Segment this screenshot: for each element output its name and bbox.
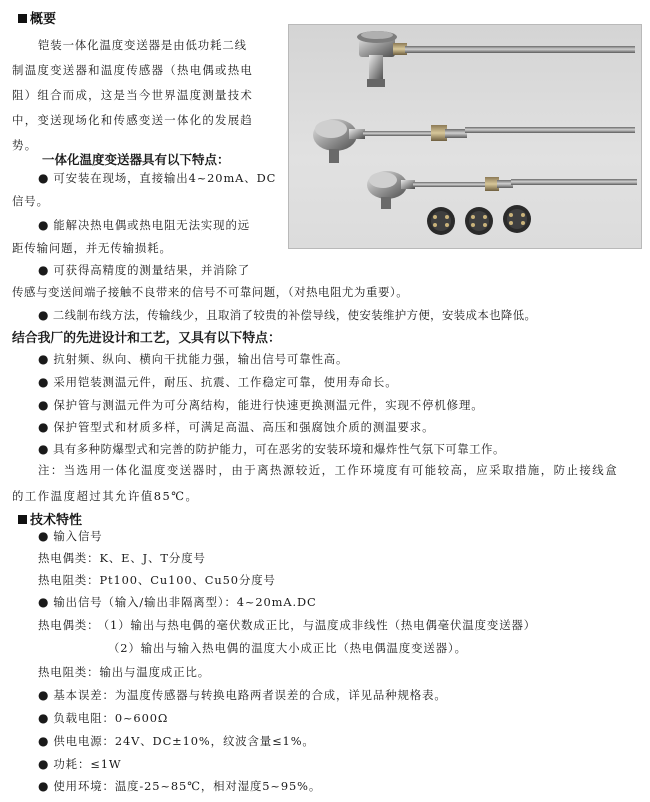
bullet-icon: ●: [38, 352, 50, 366]
design-item: [38, 370, 398, 395]
bullet-icon: ●: [38, 218, 50, 232]
bullet-icon: ●: [38, 308, 49, 322]
square-bullet-icon: [18, 14, 27, 23]
section-heading-overview: [18, 8, 56, 27]
explosion-proof-head-icon: [357, 31, 635, 87]
heading-text: 概要: [30, 12, 57, 27]
bullet-icon: ●: [38, 420, 50, 434]
tech-text: 供电电源：24V、DC±10%，纹波含量≤1%。: [53, 734, 315, 748]
tech-item: [38, 590, 317, 615]
bullet-icon: ●: [38, 711, 50, 725]
bullet-icon: ●: [38, 398, 50, 412]
square-bullet-icon: [18, 515, 27, 524]
tech-text: 使用环境：温度-25~85℃，相对湿度5~95%。: [53, 779, 322, 793]
feature-item-cont: [12, 280, 408, 305]
bullet-icon: ●: [38, 171, 50, 185]
bullet-icon: ●: [38, 779, 50, 793]
tech-text: 负载电阻：0~600Ω: [53, 711, 169, 725]
design-text: 具有多种防爆型式和完善的防护能力，可在恶劣的安装环境和爆炸性气氛下可靠工作。: [52, 442, 505, 456]
intro-line: 势。: [12, 138, 38, 152]
tech-line: 热电偶类：K、E、J、T分度号: [38, 551, 206, 565]
bullet-icon: ●: [38, 688, 50, 702]
bullet-icon: ●: [38, 595, 50, 609]
bullet-icon: ●: [38, 529, 50, 543]
feature-text: 信号。: [12, 194, 49, 208]
bullet-icon: ●: [38, 442, 49, 456]
tech-item: [38, 683, 447, 708]
tech-item: [38, 706, 168, 731]
intro-paragraph: [38, 33, 247, 58]
design-text: 采用铠装测温元件，耐压、抗震、工作稳定可靠，使用寿命长。: [53, 375, 398, 389]
feature-text: 二线制布线方法，传输线少，且取消了较贵的补偿导线，使安装维护方便，安装成本也降低。: [52, 308, 537, 322]
tech-line: 热电阻类：输出与温度成正比。: [38, 665, 211, 679]
feature-text: 传感与变送间端子接触不良带来的信号不可靠问题，（对热电阻尤为重要）。: [12, 285, 409, 299]
feature-text: 能解决热电偶或热电阻无法实现的远: [53, 218, 251, 232]
tech-item: [38, 774, 321, 799]
feature-text: 可安装在现场，直接输出4~20mA、DC: [53, 171, 277, 185]
heading-text: 技术特性: [30, 513, 83, 528]
tech-text: （1）输出与热电偶的毫伏数成正比，与温度成非线性（热电偶毫伏温度变送器）: [103, 618, 537, 632]
tech-item: [38, 729, 315, 754]
feature-text: 可获得高精度的测量结果，并消除了: [53, 263, 251, 277]
feature-item: [38, 166, 276, 191]
intro-line: 铠装一体化温度变送器是由低功耗二线: [38, 38, 247, 52]
design-text: 保护管型式和材质多样，可满足高温、高压和强腐蚀介质的测温要求。: [53, 420, 435, 434]
tech-text: 输入信号: [53, 529, 103, 543]
tech-text: 功耗：≤1W: [53, 757, 122, 771]
features-title: 一体化温度变送器具有以下特点：: [42, 152, 230, 167]
design-text: 保护管与测温元件为可分离结构，能进行快速更换测温元件，实现不停机修理。: [53, 398, 484, 412]
transmitter-module-icon: [465, 207, 493, 235]
design-item: [38, 347, 348, 372]
tech-text: 输出信号（输入/输出非隔离型）：4~20mA.DC: [53, 595, 317, 609]
feature-item-cont: [12, 189, 49, 214]
bullet-icon: ●: [38, 375, 50, 389]
bullet-icon: ●: [38, 263, 50, 277]
feature-text: 距传输问题，并无传输损耗。: [12, 241, 172, 255]
intro-paragraph-body: [12, 58, 253, 158]
intro-line: 阻）组合而成，这是当今世界温度测量技术: [12, 88, 254, 102]
transmitter-module-icon: [427, 207, 455, 235]
tech-line: [38, 613, 536, 638]
intro-line: 制温度变送器和温度传感器（热电偶或热电: [12, 63, 254, 77]
thermocouple-head-icon: [313, 119, 635, 163]
tech-label: 热电偶类：: [38, 618, 100, 632]
tech-line: 热电阻类：Pt100、Cu100、Cu50分度号: [38, 573, 276, 587]
bullet-icon: ●: [38, 734, 50, 748]
bullet-icon: ●: [38, 757, 50, 771]
transmitter-module-icon: [503, 205, 531, 233]
feature-item: [38, 213, 250, 238]
design-text: 抗射频、纵向、横向干扰能力强，输出信号可靠性高。: [53, 352, 349, 366]
design-note: 注：当选用一体化温度变送器时，由于离热源较近，工作环境度有可能较高，应采取措施，防止接线盒的工作温度超过其允许值85℃。: [12, 463, 619, 503]
tech-line: （2）输出与输入热电偶的温度大小成正比（热电偶温度变送器）。: [108, 641, 467, 655]
design-title: 结合我厂的先进设计和工艺，又具有以下特点：: [12, 331, 281, 346]
thermocouple-head-small-icon: [367, 171, 637, 209]
product-photo: [288, 24, 642, 249]
transmitter-photo-illustration: [289, 25, 641, 248]
feature-item: [38, 303, 536, 328]
intro-line: 中，变送现场化和传感变送一体化的发展趋: [12, 113, 254, 127]
tech-text: 基本误差：为温度传感器与转换电路两者误差的合成，详见品种规格表。: [53, 688, 447, 702]
